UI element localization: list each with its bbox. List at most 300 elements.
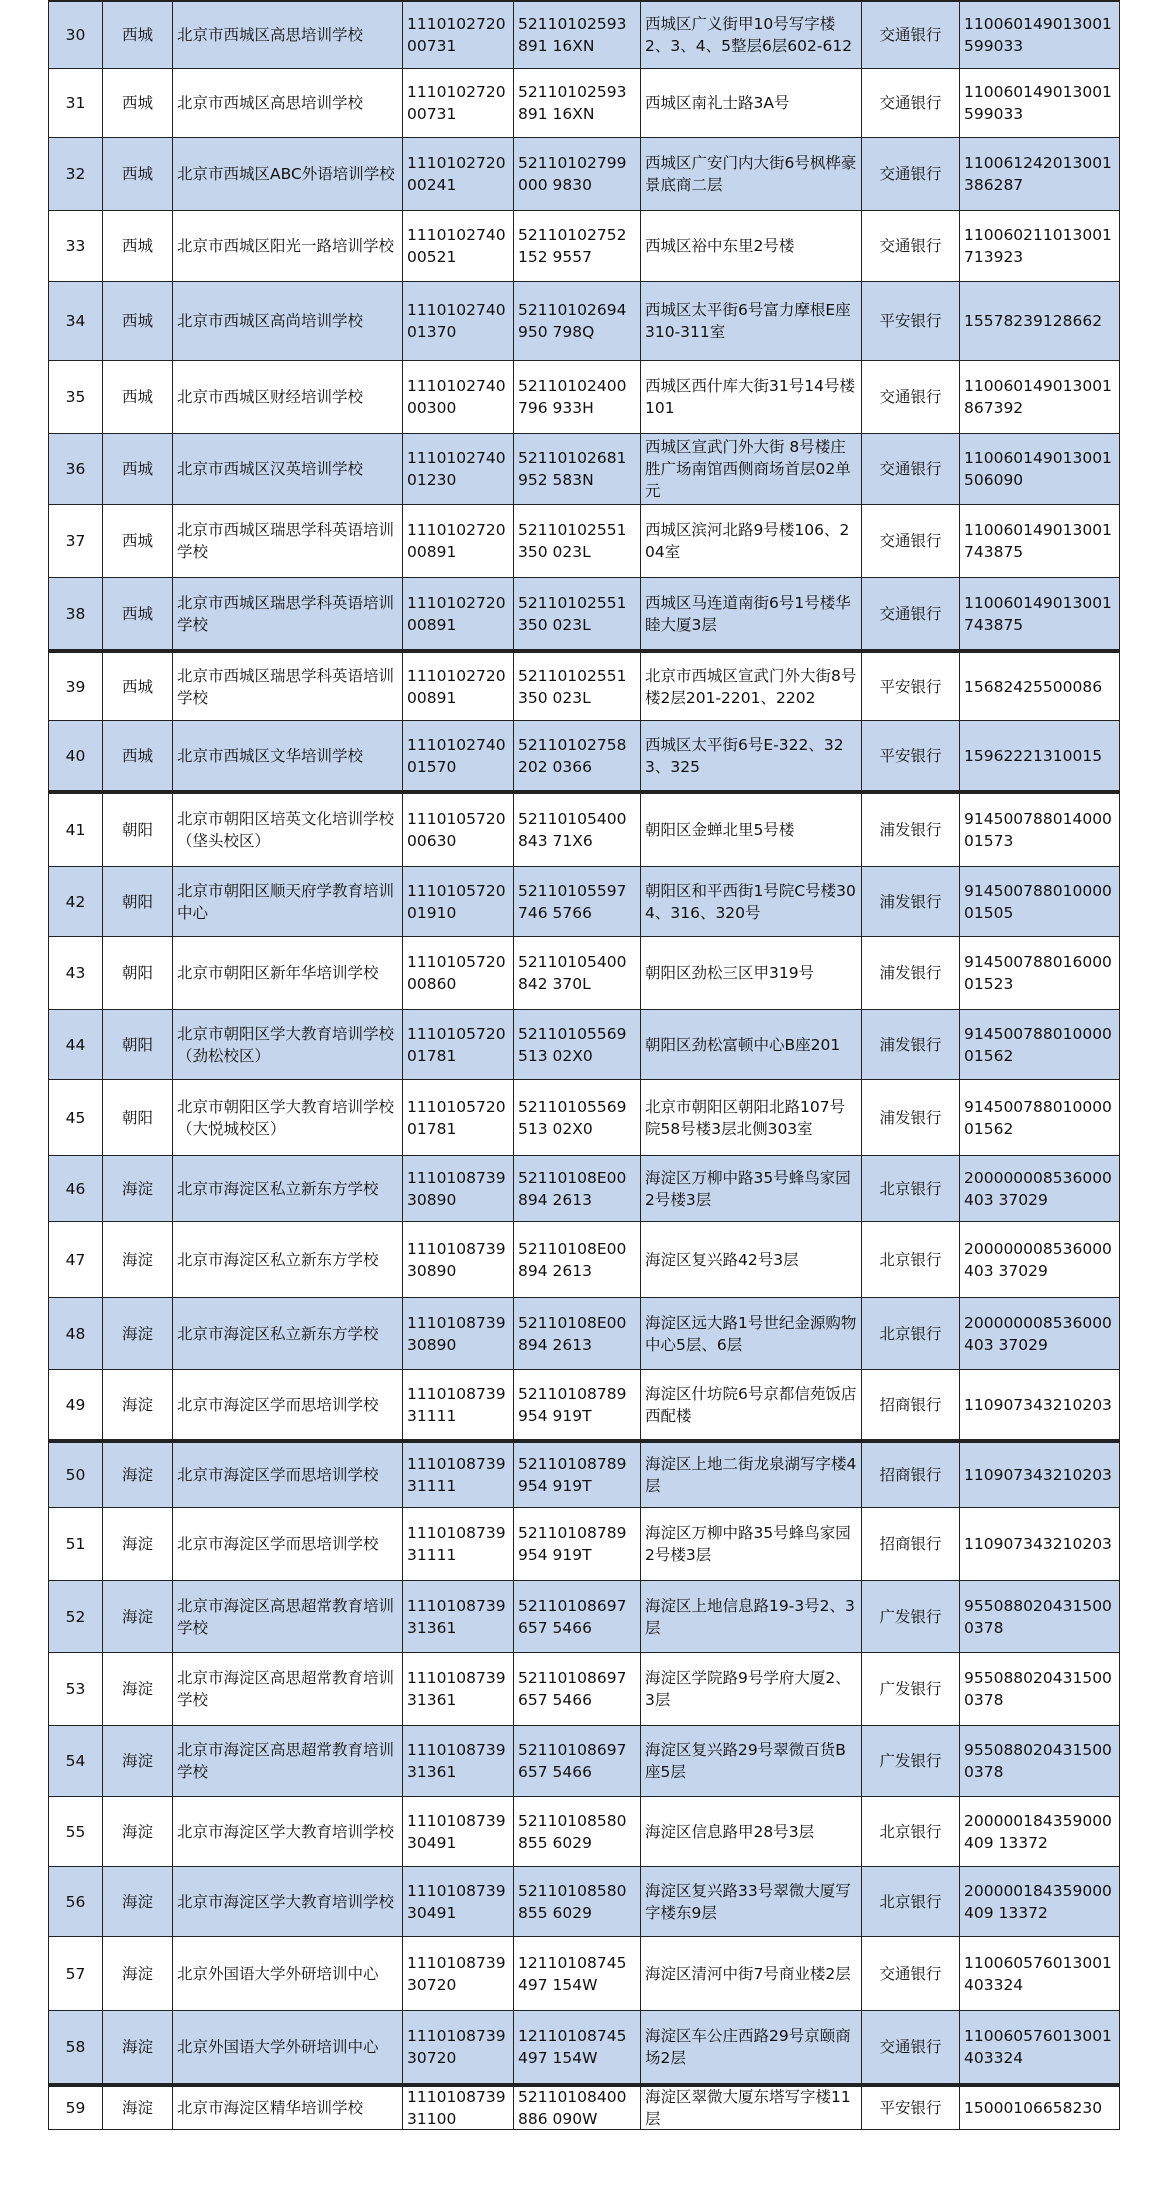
school-text: 北京市海淀区私立新东方学校 [177, 1324, 379, 1343]
cell-account [959, 1298, 1120, 1369]
cell-address [640, 361, 861, 433]
cell-no [48, 721, 102, 790]
table-row [48, 1726, 1120, 1797]
no-text: 56 [65, 1892, 86, 1911]
table-row [48, 1937, 1120, 2011]
cell-district [102, 2087, 172, 2129]
district-text: 海淀 [121, 1324, 153, 1343]
table-row [48, 791, 1120, 867]
district-text: 西城 [121, 237, 153, 255]
district-text: 海淀 [121, 1466, 153, 1484]
no-text: 49 [65, 1395, 86, 1414]
no-text: 41 [65, 821, 86, 839]
bank-text: 交通银行 [879, 1964, 942, 1983]
cell-district [102, 794, 172, 866]
cell-no [48, 1937, 102, 2010]
cell-code2 [513, 1370, 640, 1439]
cell-address [640, 1443, 861, 1507]
school-text: 北京市西城区高思培训学校 [177, 26, 364, 44]
code1-text: 111010274000300 [407, 377, 506, 417]
no-text: 52 [65, 1607, 86, 1626]
cell-code2 [513, 653, 640, 720]
address-text: 西城区西什库大街31号14号楼101 [645, 377, 855, 417]
code2-text: 52110102799000 9830 [518, 154, 627, 194]
cell-code1 [402, 578, 513, 649]
no-text: 47 [65, 1250, 86, 1269]
cell-school [172, 1080, 402, 1155]
cell-district [102, 1726, 172, 1796]
bank-text: 浦发银行 [879, 1108, 942, 1127]
code1-text: 111010873930720 [407, 2027, 506, 2067]
cell-bank [861, 794, 959, 866]
district-text: 海淀 [121, 1395, 153, 1414]
school-text: 北京市海淀区高思超常教育培训学校 [177, 1669, 395, 1709]
cell-bank [861, 2, 959, 68]
school-text: 北京市西城区高思培训学校 [177, 94, 364, 112]
account-text: 15962221310015 [964, 746, 1103, 765]
table-row [48, 867, 1120, 937]
code1-text: 111010873931361 [407, 1669, 506, 1709]
table-row [48, 1508, 1120, 1581]
district-text: 西城 [121, 165, 153, 183]
table-row [48, 138, 1120, 211]
table-row [48, 361, 1120, 434]
table-row [48, 434, 1120, 505]
bank-text: 招商银行 [879, 1395, 942, 1414]
cell-school [172, 1797, 402, 1866]
cell-code2 [513, 1443, 640, 1507]
cell-no [48, 434, 102, 504]
cell-code2 [513, 1156, 640, 1221]
cell-bank [861, 1937, 959, 2010]
cell-code1 [402, 361, 513, 433]
table-row [48, 1298, 1120, 1370]
cell-address [640, 505, 861, 577]
cell-district [102, 2, 172, 68]
no-text: 50 [65, 1466, 86, 1484]
cell-address [640, 2087, 861, 2129]
bank-text: 交通银行 [879, 2038, 942, 2056]
school-text: 北京市西城区瑞思学科英语培训学校 [177, 593, 395, 634]
account-text: 200000184359000409 13372 [964, 1811, 1112, 1852]
address-text: 西城区太平街6号E-322、323、325 [645, 735, 844, 776]
bank-text: 交通银行 [879, 388, 942, 406]
account-text: 110060149013001743875 [964, 593, 1112, 634]
address-text: 西城区裕中东里2号楼 [645, 237, 795, 255]
district-text: 海淀 [121, 1892, 153, 1911]
account-text: 91450078801000001562 [964, 1024, 1112, 1065]
cell-address [640, 434, 861, 504]
account-text: 9550880204315000378 [964, 1669, 1112, 1709]
cell-school [172, 282, 402, 360]
cell-code1 [402, 1508, 513, 1580]
cell-code2 [513, 138, 640, 210]
cell-code1 [402, 69, 513, 137]
cell-district [102, 505, 172, 577]
cell-bank [861, 1867, 959, 1936]
no-text: 51 [65, 1535, 86, 1553]
cell-address [640, 1298, 861, 1369]
code1-text: 111010572000630 [407, 810, 506, 850]
code1-text: 111010873931100 [407, 2088, 506, 2128]
bank-text: 招商银行 [879, 1466, 942, 1484]
no-text: 54 [65, 1752, 86, 1770]
cell-address [640, 937, 861, 1009]
code1-text: 111010572000860 [407, 953, 506, 993]
cell-account [959, 361, 1120, 433]
cell-bank [861, 69, 959, 137]
cell-school [172, 1298, 402, 1369]
account-text: 91450078801400001573 [964, 810, 1112, 850]
table-row [48, 1010, 1120, 1080]
table-row [48, 1222, 1120, 1298]
address-text: 西城区马连道南街6号1号楼华睦大厦3层 [645, 593, 851, 634]
account-text: 110060149013001599033 [964, 15, 1112, 55]
cell-bank [861, 2087, 959, 2129]
cell-code2 [513, 1937, 640, 2010]
cell-school [172, 361, 402, 433]
code1-text: 111010873930491 [407, 1881, 506, 1922]
cell-no [48, 1726, 102, 1796]
cell-school [172, 211, 402, 281]
code1-text: 111010873930720 [407, 1953, 506, 1994]
cell-account [959, 867, 1120, 936]
school-text: 北京市西城区瑞思学科英语培训学校 [177, 521, 395, 561]
cell-account [959, 505, 1120, 577]
account-text: 200000008536000403 37029 [964, 1313, 1112, 1354]
account-text: 200000008536000403 37029 [964, 1168, 1112, 1209]
school-text: 北京市朝阳区新年华培训学校 [177, 964, 379, 982]
cell-district [102, 1937, 172, 2010]
cell-code2 [513, 1010, 640, 1079]
table-row [48, 1581, 1120, 1653]
account-text: 15682425500086 [964, 677, 1103, 696]
cell-school [172, 138, 402, 210]
cell-district [102, 282, 172, 360]
cell-code1 [402, 937, 513, 1009]
bank-text: 交通银行 [879, 26, 942, 44]
cell-district [102, 1010, 172, 1079]
cell-code2 [513, 1653, 640, 1725]
school-text: 北京外国语大学外研培训中心 [177, 2038, 379, 2056]
code2-text: 52110108400886 090W [518, 2088, 627, 2128]
address-text: 朝阳区劲松三区甲319号 [645, 964, 815, 982]
cell-no [48, 361, 102, 433]
cell-code1 [402, 1010, 513, 1079]
code1-text: 111010873930491 [407, 1811, 506, 1852]
code2-text: 52110102593891 16XN [518, 83, 627, 123]
school-text: 北京市海淀区学大教育培训学校 [177, 1822, 395, 1841]
cell-no [48, 211, 102, 281]
table-row [48, 721, 1120, 791]
cell-bank [861, 937, 959, 1009]
bank-text: 交通银行 [879, 532, 942, 550]
account-text: 9550880204315000378 [964, 1741, 1112, 1781]
table-row [48, 1440, 1120, 1508]
address-text: 海淀区复兴路42号3层 [645, 1250, 799, 1269]
code2-text: 52110102593891 16XN [518, 15, 627, 55]
cell-no [48, 505, 102, 577]
cell-code1 [402, 1222, 513, 1297]
code1-text: 111010873930890 [407, 1313, 506, 1354]
cell-school [172, 721, 402, 790]
cell-bank [861, 1726, 959, 1796]
cell-code1 [402, 1370, 513, 1439]
cell-address [640, 211, 861, 281]
code1-text: 111010572001781 [407, 1024, 506, 1065]
address-text: 北京市朝阳区朝阳北路107号院58号楼3层北侧303室 [645, 1097, 846, 1138]
cell-account [959, 2011, 1120, 2083]
cell-address [640, 1080, 861, 1155]
cell-district [102, 1581, 172, 1652]
address-text: 西城区广义街甲10号写字楼2、3、4、5整层6层602-612 [645, 15, 853, 55]
cell-code1 [402, 1080, 513, 1155]
code1-text: 111010572001910 [407, 881, 506, 922]
table-row [48, 211, 1120, 282]
cell-district [102, 69, 172, 137]
account-text: 15578239128662 [964, 312, 1103, 330]
code2-text: 52110108580855 6029 [518, 1811, 627, 1852]
bank-text: 北京银行 [879, 1179, 942, 1198]
cell-account [959, 578, 1120, 649]
cell-code1 [402, 138, 513, 210]
cell-address [640, 1581, 861, 1652]
district-text: 海淀 [121, 2038, 153, 2056]
district-text: 朝阳 [121, 1035, 153, 1054]
cell-no [48, 1298, 102, 1369]
bank-text: 交通银行 [879, 94, 942, 112]
cell-no [48, 1222, 102, 1297]
cell-account [959, 1508, 1120, 1580]
cell-school [172, 1156, 402, 1221]
code1-text: 111010272000731 [407, 15, 506, 55]
cell-code2 [513, 1298, 640, 1369]
account-text: 110060576013001403324 [964, 2027, 1112, 2067]
cell-address [640, 1222, 861, 1297]
cell-bank [861, 1298, 959, 1369]
cell-account [959, 1797, 1120, 1866]
cell-no [48, 282, 102, 360]
account-text: 15000106658230 [964, 2099, 1103, 2117]
district-text: 西城 [121, 26, 153, 44]
bank-text: 浦发银行 [879, 1035, 942, 1054]
cell-school [172, 1653, 402, 1725]
account-text: 110060211013001713923 [964, 226, 1112, 266]
cell-address [640, 1797, 861, 1866]
address-text: 海淀区万柳中路35号蜂鸟家园2号楼3层 [645, 1524, 851, 1564]
no-text: 37 [65, 532, 86, 550]
school-text: 北京市海淀区学大教育培训学校 [177, 1892, 395, 1911]
district-text: 海淀 [121, 1607, 153, 1626]
account-text: 110060149013001867392 [964, 377, 1112, 417]
no-text: 46 [65, 1179, 86, 1198]
address-text: 海淀区复兴路33号翠微大厦写字楼东9层 [645, 1881, 851, 1922]
address-text: 海淀区上地信息路19-3号2、3层 [645, 1596, 855, 1637]
code2-text: 52110105569513 02X0 [518, 1097, 627, 1138]
code2-text: 52110108789954 919T [518, 1455, 627, 1495]
district-text: 海淀 [121, 1964, 153, 1983]
cell-address [640, 1508, 861, 1580]
cell-bank [861, 2011, 959, 2083]
cell-school [172, 1443, 402, 1507]
table-row [48, 0, 1120, 69]
cell-code1 [402, 505, 513, 577]
no-text: 32 [65, 165, 86, 183]
cell-code2 [513, 505, 640, 577]
account-text: 91450078801600001523 [964, 953, 1112, 993]
school-text: 北京市西城区ABC外语培训学校 [177, 165, 395, 183]
code2-text: 52110102694950 798Q [518, 301, 627, 341]
table-row [48, 578, 1120, 650]
cell-code2 [513, 794, 640, 866]
address-text: 西城区南礼士路3A号 [645, 94, 790, 112]
cell-code2 [513, 867, 640, 936]
cell-address [640, 1653, 861, 1725]
cell-code1 [402, 1156, 513, 1221]
table-row [48, 650, 1120, 721]
cell-no [48, 1370, 102, 1439]
code1-text: 111010272000891 [407, 593, 506, 634]
district-text: 海淀 [121, 1179, 153, 1198]
district-text: 朝阳 [121, 964, 153, 982]
code2-text: 52110105597746 5766 [518, 881, 627, 922]
no-text: 38 [65, 604, 86, 623]
account-text: 91450078801000001505 [964, 881, 1112, 922]
cell-no [48, 653, 102, 720]
school-text: 北京市海淀区学而思培训学校 [177, 1466, 379, 1484]
code1-text: 111010572001781 [407, 1097, 506, 1138]
code1-text: 111010272000891 [407, 521, 506, 561]
cell-bank [861, 1581, 959, 1652]
bank-text: 浦发银行 [879, 892, 942, 911]
no-text: 45 [65, 1108, 86, 1127]
address-text: 朝阳区劲松富顿中心B座201 [645, 1035, 841, 1054]
cell-bank [861, 505, 959, 577]
code2-text: 52110108E00894 2613 [518, 1168, 627, 1209]
address-text: 海淀区什坊院6号京都信苑饭店西配楼 [645, 1384, 857, 1425]
cell-bank [861, 1080, 959, 1155]
code1-text: 111010274001230 [407, 449, 506, 489]
bank-text: 平安银行 [879, 312, 942, 330]
code1-text: 111010274001370 [407, 301, 506, 341]
cell-code2 [513, 937, 640, 1009]
cell-code2 [513, 578, 640, 649]
bank-text: 招商银行 [879, 1535, 942, 1553]
cell-code1 [402, 282, 513, 360]
bank-text: 北京银行 [879, 1892, 942, 1911]
address-text: 海淀区翠微大厦东塔写字楼11层 [645, 2088, 851, 2128]
cell-code1 [402, 211, 513, 281]
district-text: 朝阳 [121, 821, 153, 839]
code1-text: 111010873930890 [407, 1239, 506, 1280]
district-text: 西城 [121, 94, 153, 112]
table-row [48, 1653, 1120, 1726]
cell-account [959, 1080, 1120, 1155]
cell-code2 [513, 721, 640, 790]
cell-code1 [402, 1443, 513, 1507]
no-text: 42 [65, 892, 86, 911]
address-text: 北京市西城区宣武门外大街8号楼2层201-2201、2202 [645, 666, 857, 707]
cell-code1 [402, 653, 513, 720]
cell-no [48, 2011, 102, 2083]
address-text: 海淀区车公庄西路29号京颐商场2层 [645, 2027, 851, 2067]
cell-district [102, 1797, 172, 1866]
cell-account [959, 69, 1120, 137]
cell-code2 [513, 2011, 640, 2083]
cell-bank [861, 1653, 959, 1725]
cell-account [959, 211, 1120, 281]
cell-no [48, 2087, 102, 2129]
no-text: 31 [65, 94, 86, 112]
district-text: 海淀 [121, 1250, 153, 1269]
bank-text: 北京银行 [879, 1250, 942, 1269]
code2-text: 12110108745497 154W [518, 2027, 627, 2067]
bank-text: 平安银行 [879, 746, 942, 765]
cell-no [48, 1867, 102, 1936]
cell-code1 [402, 1726, 513, 1796]
account-text: 110060576013001403324 [964, 1953, 1112, 1994]
cell-code1 [402, 2087, 513, 2129]
no-text: 55 [65, 1822, 86, 1841]
school-text: 北京市西城区财经培训学校 [177, 388, 364, 406]
address-text: 海淀区远大路1号世纪金源购物中心5层、6层 [645, 1313, 857, 1354]
cell-no [48, 1080, 102, 1155]
district-text: 西城 [121, 604, 153, 623]
cell-account [959, 2087, 1120, 2129]
account-text: 110907343210203 [964, 1535, 1112, 1553]
cell-school [172, 1867, 402, 1936]
cell-address [640, 1937, 861, 2010]
account-text: 110907343210203 [964, 1395, 1112, 1414]
code2-text: 52110108789954 919T [518, 1524, 627, 1564]
school-text: 北京市海淀区学而思培训学校 [177, 1535, 379, 1553]
table-row [48, 282, 1120, 361]
school-text: 北京市海淀区高思超常教育培训学校 [177, 1596, 395, 1637]
school-text: 北京市西城区高尚培训学校 [177, 312, 364, 330]
code2-text: 52110105400842 370L [518, 953, 627, 993]
cell-school [172, 1370, 402, 1439]
cell-bank [861, 1443, 959, 1507]
cell-district [102, 1653, 172, 1725]
code1-text: 111010873931111 [407, 1524, 506, 1564]
account-text: 91450078801000001562 [964, 1097, 1112, 1138]
account-text: 200000184359000409 13372 [964, 1881, 1112, 1922]
cell-district [102, 434, 172, 504]
cell-account [959, 653, 1120, 720]
table-row [48, 1797, 1120, 1867]
cell-code2 [513, 2087, 640, 2129]
cell-address [640, 653, 861, 720]
cell-school [172, 434, 402, 504]
address-text: 海淀区学院路9号学府大厦2、3层 [645, 1669, 851, 1709]
cell-bank [861, 282, 959, 360]
school-text: 北京市海淀区精华培训学校 [177, 2099, 364, 2117]
table-row [48, 2084, 1120, 2130]
cell-account [959, 434, 1120, 504]
cell-school [172, 937, 402, 1009]
cell-school [172, 2011, 402, 2083]
cell-account [959, 1156, 1120, 1221]
cell-account [959, 1010, 1120, 1079]
cell-account [959, 1581, 1120, 1652]
cell-district [102, 361, 172, 433]
cell-account [959, 1370, 1120, 1439]
district-text: 西城 [121, 677, 153, 696]
address-text: 西城区宣武门外大街 8号楼庄胜广场南馆西侧商场首层02单元 [645, 438, 851, 500]
code1-text: 111010873931111 [407, 1384, 506, 1425]
district-text: 海淀 [121, 1680, 153, 1698]
cell-bank [861, 434, 959, 504]
